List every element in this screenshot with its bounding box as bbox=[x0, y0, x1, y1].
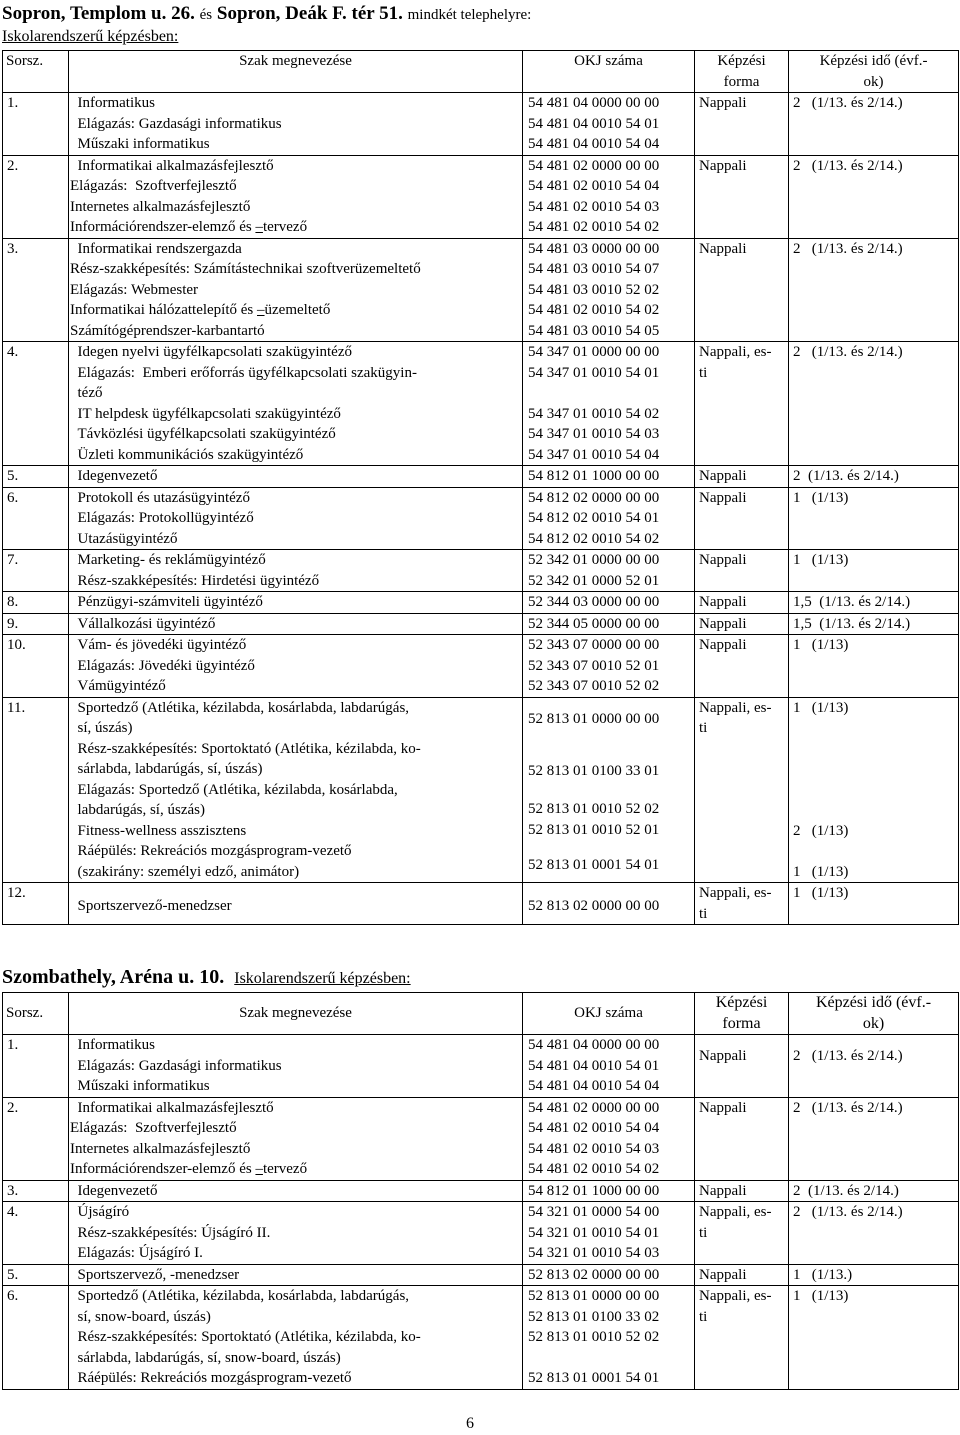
col-ido: Képzési idő (évf.- ok) bbox=[789, 993, 959, 1035]
table-row: 5. Idegenvezető 54 812 01 1000 00 00 Nappali 2 (1/13. és 2/14.) bbox=[3, 466, 959, 488]
col-szak: Szak megnevezése bbox=[69, 993, 523, 1035]
table-row: 3. Informatikai rendszergazda Rész-szakképesítés: Számítástechnikai szoftverüzemeltető Elágazás: Webmester Informatikai hálózattelepítő és –üzemeltető Számítógéprendszer-karbantartó 54 481 03 0000 00 00 54 481 03 0010 54 07 54 481 03 0010 52 02 54 481 02 0010 54 02 54 481 03 0010 54 05 Nappali 2 (1/13. és 2/14.) bbox=[3, 238, 959, 342]
col-forma: Képzési forma bbox=[695, 51, 789, 93]
table-row: 11. Sportedző (Atlétika, kézilabda, kosárlabda, labdarúgás, sí, úszás) Rész-szakképesítés: Sportoktató (Atlétika, kézilabda, ko- sárlabda, labdarúgás, sí, úszás) Elágazás: Sportedző (Atlétika, kézilabda, kosárlabda, labdarúgás, sí, úszás) Fitness-wellness asszisztens Ráépülés: Rekreációs mozgásprogram-vezető (szakirány: személyi edző, animátor) 52 813 01 0000 00 00 52 813 01 0100 33 01 52 813 01 0010 52 02 52 813 01 0010 52 01 52 813 01 0001 54 01 Nappali, es- ti 1 (1/13) 2 (1/13) 1 (1/13) bbox=[3, 697, 959, 883]
table-header-row bbox=[3, 993, 959, 1035]
table-row: 2. Informatikai alkalmazásfejlesztő Elágazás: Szoftverfejlesztő Internetes alkalmazásfejlesztő Információrendszer-elemző és –tervező 54 481 02 0000 00 00 54 481 02 0010 54 04 54 481 02 0010 54 03 54 481 02 0010 54 02 Nappali 2 (1/13. és 2/14.) bbox=[3, 155, 959, 238]
table-row: 6. Sportedző (Atlétika, kézilabda, kosárlabda, labdarúgás, sí, snow-board, úszás) Rész-szakképesítés: Sportoktató (Atlétika, kézilabda, ko- sárlabda, labdarúgás, sí, snow-board, úszás) Ráépülés: Rekreációs mozgásprogram-vezető 52 813 01 0000 00 00 52 813 01 0100 33 02 52 813 01 0010 52 02 52 813 01 0001 54 01 Nappali, es- ti 1 (1/13) bbox=[3, 1286, 959, 1390]
table-row: 5. Sportszervező, -menedzser 52 813 02 0000 00 00 Nappali 1 (1/13.) bbox=[3, 1264, 959, 1286]
table-row: 6. Protokoll és utazásügyintéző Elágazás: Protokollügyintéző Utazásügyintéző 54 812 02 0000 00 00 54 812 02 0010 54 01 54 812 02 0010 54 02 Nappali 1 (1/13) bbox=[3, 487, 959, 550]
table-row: 3. Idegenvezető 54 812 01 1000 00 00 Nappali 2 (1/13. és 2/14.) bbox=[3, 1180, 959, 1202]
page-number: 6 bbox=[466, 1415, 474, 1432]
szombathely-table bbox=[2, 992, 959, 1390]
table-row: 4. Idegen nyelvi ügyfélkapcsolati szakügyintéző Elágazás: Emberi erőforrás ügyfélkapcsolati szakügyin- téző IT helpdesk ügyfélkapcsolati szakügyintéző Távközlési ügyfélkapcsolati szakügyintéző Üzleti kommunikációs szakügyintéző 54 347 01 0000 00 00 54 347 01 0010 54 01 54 347 01 0010 54 02 54 347 01 0010 54 03 54 347 01 0010 54 04 Nappali, es- ti 2 (1/13. és 2/14.) bbox=[3, 342, 959, 466]
table-row: 12. Sportszervező-menedzser 52 813 02 0000 00 00 Nappali, es- ti 1 (1/13) bbox=[3, 883, 959, 925]
table-row: 2. Informatikai alkalmazásfejlesztő Elágazás: Szoftverfejlesztő Internetes alkalmazásfejlesztő Információrendszer-elemző és –tervező 54 481 02 0000 00 00 54 481 02 0010 54 04 54 481 02 0010 54 03 54 481 02 0010 54 02 Nappali 2 (1/13. és 2/14.) bbox=[3, 1097, 959, 1180]
table-row: 9. Vállalkozási ügyintéző 52 344 05 0000 00 00 Nappali 1,5 (1/13. és 2/14.) bbox=[3, 613, 959, 635]
szombathely-heading: Szombathely, Aréna u. 10. Iskolarendszerű képzésben: bbox=[2, 966, 411, 988]
col-szak: Szak megnevezése bbox=[69, 51, 523, 93]
table-row: 8. Pénzügyi-számviteli ügyintéző 52 344 03 0000 00 00 Nappali 1,5 (1/13. és 2/14.) bbox=[3, 592, 959, 614]
col-ido: Képzési idő (évf.- ok) bbox=[789, 51, 959, 93]
table-row: 7. Marketing- és reklámügyintéző Rész-szakképesítés: Hirdetési ügyintéző 52 342 01 0000 00 00 52 342 01 0000 52 01 Nappali 1 (1/13) bbox=[3, 550, 959, 592]
col-forma: Képzési forma bbox=[695, 993, 789, 1035]
col-okj: OKJ száma bbox=[523, 51, 695, 93]
table-row: 1. Informatikus Elágazás: Gazdasági informatikus Műszaki informatikus 54 481 04 0000 00 00 54 481 04 0010 54 01 54 481 04 0010 54 04 Nappali 2 (1/13. és 2/14.) bbox=[3, 93, 959, 156]
col-okj: OKJ száma bbox=[523, 993, 695, 1035]
table-header-row bbox=[3, 51, 959, 93]
sopron-heading: Sopron, Templom u. 26. és Sopron, Deák F. tér 51. mindkét telephelyre: bbox=[2, 3, 532, 24]
col-sorsz: Sorsz. bbox=[3, 993, 69, 1035]
table-row: 4. Újságíró Rész-szakképesítés: Újságíró II. Elágazás: Újságíró I. 54 321 01 0000 54 00 54 321 01 0010 54 01 54 321 01 0010 54 03 Nappali, es- ti 2 (1/13. és 2/14.) bbox=[3, 1202, 959, 1265]
table-row: 1. Informatikus Elágazás: Gazdasági informatikus Műszaki informatikus 54 481 04 0000 00 00 54 481 04 0010 54 01 54 481 04 0010 54 04 Nappali 2 (1/13. és 2/14.) bbox=[3, 1035, 959, 1098]
sopron-subheading: Iskolarendszerű képzésben: bbox=[2, 28, 179, 45]
table-row: 10. Vám- és jövedéki ügyintéző Elágazás: Jövedéki ügyintéző Vámügyintéző 52 343 07 0000 00 00 52 343 07 0010 52 01 52 343 07 0010 52 02 Nappali 1 (1/13) bbox=[3, 635, 959, 698]
col-sorsz: Sorsz. bbox=[3, 51, 69, 93]
sopron-table bbox=[2, 50, 959, 925]
